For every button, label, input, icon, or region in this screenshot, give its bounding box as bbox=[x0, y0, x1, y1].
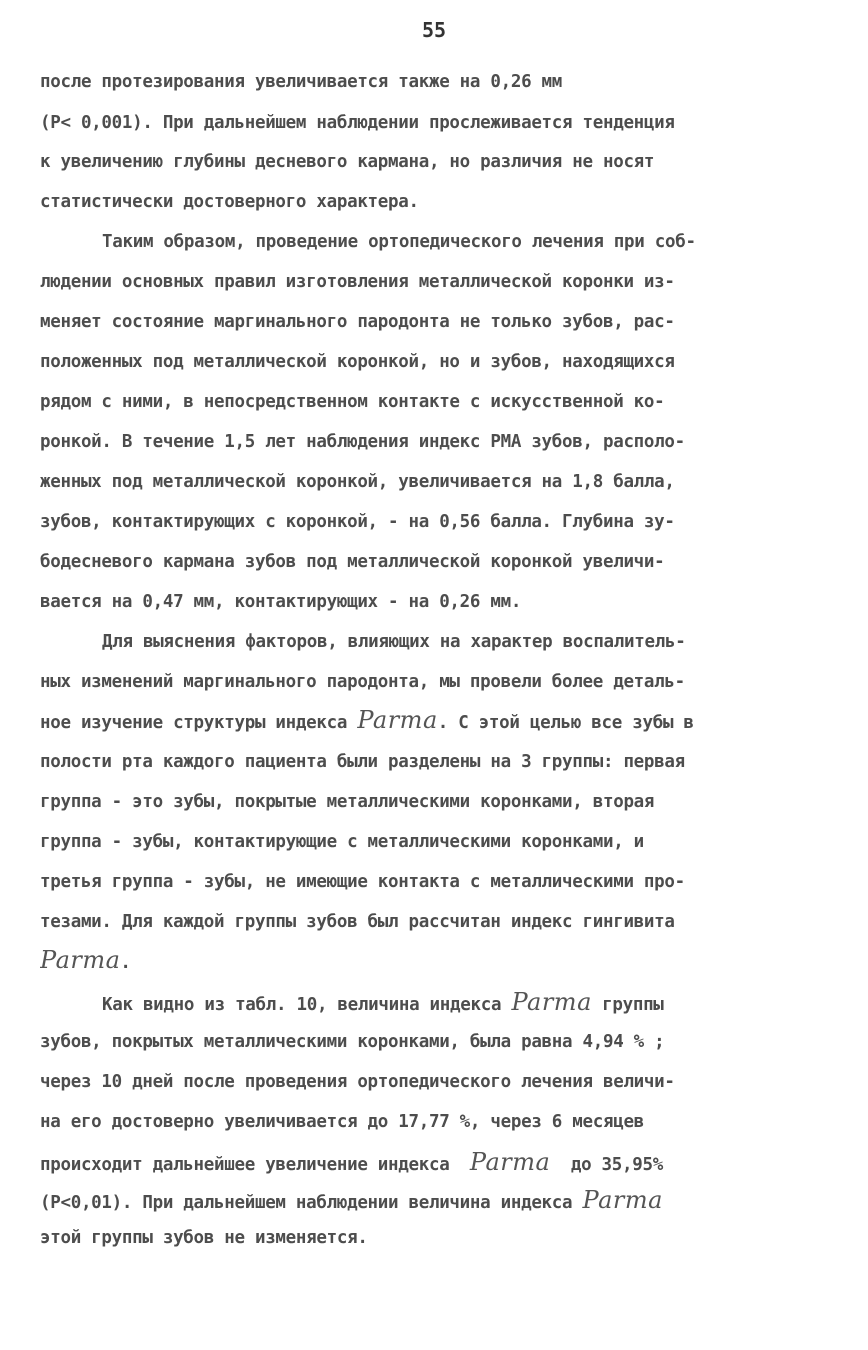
text-segment: группы bbox=[602, 995, 664, 1015]
text-line bbox=[40, 946, 822, 974]
text-line: Для выяснения факторов, влияющих на характер воспалитель- bbox=[102, 632, 686, 652]
handwritten-word: Parma bbox=[40, 946, 121, 974]
page-number: 55 bbox=[421, 18, 447, 42]
text-segment: . bbox=[120, 953, 131, 973]
handwritten-word: Parma bbox=[469, 1148, 551, 1176]
text-segment: ное изучение структуры индекса bbox=[40, 713, 348, 733]
text-segment: до 35,95% bbox=[570, 1155, 663, 1175]
text-segment: Как видно из табл. 10, величина индекса bbox=[102, 995, 502, 1015]
text-line bbox=[40, 1148, 822, 1176]
text-line: меняет состояние маргинального пародонта не только зубов, рас- bbox=[40, 312, 675, 332]
text-line bbox=[40, 706, 822, 734]
text-line: зубов, покрытых металлическими коронками, была равна 4,94 % ; bbox=[40, 1032, 665, 1052]
text-line: ных изменений маргинального пародонта, мы провели более деталь- bbox=[40, 672, 685, 692]
text-line: этой группы зубов не изменяется. bbox=[40, 1228, 368, 1248]
text-line: положенных под металлической коронкой, но и зубов, находящихся bbox=[40, 352, 675, 372]
text-line: после протезирования увеличивается также на 0,26 мм bbox=[40, 72, 563, 92]
text-line: к увеличению глубины десневого кармана, но различия не носят bbox=[40, 152, 655, 172]
text-line: зубов, контактирующих с коронкой, - на 0,56 балла. Глубина зу- bbox=[40, 512, 675, 532]
text-line: тезами. Для каждой группы зубов был рассчитан индекс гингивита bbox=[40, 912, 675, 932]
text-line: статистически достоверного характера. bbox=[40, 192, 419, 212]
text-line: людении основных правил изготовления металлической коронки из- bbox=[40, 272, 675, 292]
text-line: группа - это зубы, покрытые металлическими коронками, вторая bbox=[40, 792, 655, 812]
text-line: группа - зубы, контактирующие с металлическими коронками, и bbox=[40, 832, 644, 852]
text-line: ронкой. В течение 1,5 лет наблюдения индекс РМА зубов, располо- bbox=[40, 432, 685, 452]
text-segment: (Р<0,01). При дальнейшем наблюдении величина индекса bbox=[40, 1193, 573, 1213]
text-line: полости рта каждого пациента были разделены на 3 группы: первая bbox=[40, 752, 685, 772]
text-line: бодесневого кармана зубов под металлической коронкой увеличи- bbox=[40, 552, 665, 572]
handwritten-word: Parma bbox=[582, 1186, 663, 1214]
text-segment: . С этой целью все зубы в bbox=[437, 713, 694, 733]
text-line: Таким образом, проведение ортопедического лечения при соб- bbox=[102, 232, 696, 252]
text-line: на его достоверно увеличивается до 17,77 %, через 6 месяцев bbox=[40, 1112, 644, 1132]
handwritten-word: Parma bbox=[511, 988, 592, 1016]
text-line bbox=[102, 988, 822, 1016]
text-line: через 10 дней после проведения ортопедического лечения величи- bbox=[40, 1072, 675, 1092]
text-line: вается на 0,47 мм, контактирующих - на 0,26 мм. bbox=[40, 592, 522, 612]
text-line: женных под металлической коронкой, увеличивается на 1,8 балла, bbox=[40, 472, 675, 492]
text-segment: происходит дальнейшее увеличение индекса bbox=[40, 1155, 450, 1175]
text-line bbox=[40, 1186, 822, 1214]
text-line: (Р< 0,001). При дальнейшем наблюдении прослеживается тенденция bbox=[40, 113, 675, 133]
handwritten-word: Parma bbox=[357, 706, 438, 734]
text-line: рядом с ними, в непосредственном контакте с искусственной ко- bbox=[40, 392, 665, 412]
text-line: третья группа - зубы, не имеющие контакта с металлическими про- bbox=[40, 872, 685, 892]
